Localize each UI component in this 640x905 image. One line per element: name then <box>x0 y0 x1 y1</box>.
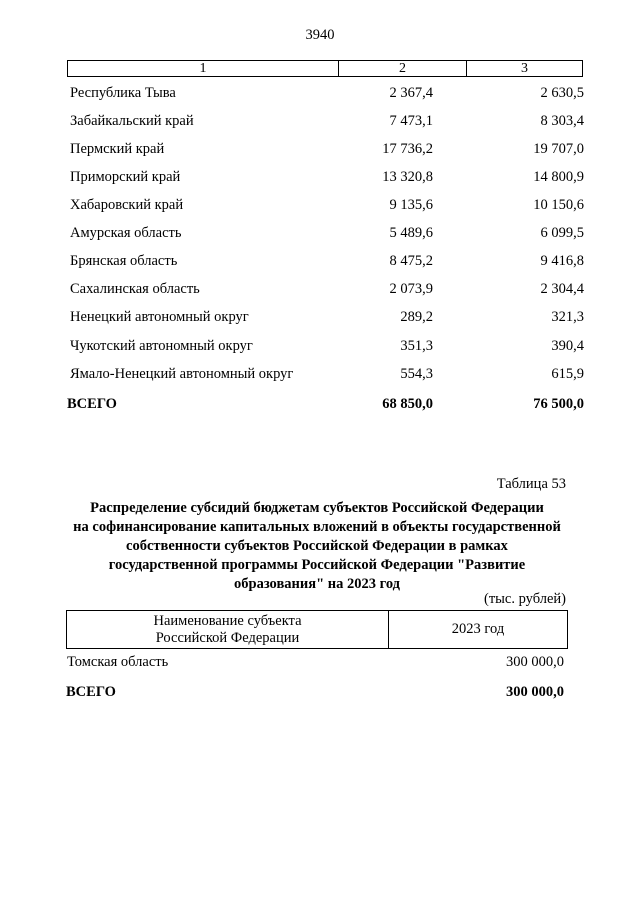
table-row <box>70 338 584 356</box>
region-name: Приморский край <box>70 169 181 185</box>
value-col2: 8 475,2 <box>389 253 433 269</box>
value-col3: 2 304,4 <box>540 281 584 297</box>
region-name: Сахалинская область <box>70 281 200 297</box>
table-row <box>70 85 584 103</box>
header-line: Наименование субъекта <box>153 613 302 629</box>
value-col2: 351,3 <box>400 338 433 354</box>
table-row <box>67 654 564 672</box>
region-name: Ямало-Ненецкий автономный округ <box>70 366 294 382</box>
value-col3: 8 303,4 <box>540 113 584 129</box>
table2-header-col2: 2023 год <box>451 621 505 637</box>
region-name: Забайкальский край <box>70 113 194 129</box>
value-col2: 289,2 <box>400 309 433 325</box>
title-line: Распределение субсидий бюджетам субъектов Российской Федерации <box>90 500 544 516</box>
table-row <box>70 366 584 384</box>
value-col2: 9 135,6 <box>389 197 433 213</box>
value-col2: 13 320,8 <box>382 169 433 185</box>
table-row <box>70 197 584 215</box>
value-col3: 390,4 <box>551 338 584 354</box>
table2-total-row <box>66 684 564 702</box>
value-col3: 321,3 <box>551 309 584 325</box>
table-row <box>70 169 584 187</box>
region-name: Чукотский автономный округ <box>70 338 253 354</box>
total-col3: 76 500,0 <box>533 396 584 412</box>
value-col2: 2 367,4 <box>389 85 433 101</box>
table1-header <box>67 60 583 77</box>
value-col3: 14 800,9 <box>533 169 584 185</box>
table-row <box>70 141 584 159</box>
title-line: собственности субъектов Российской Федерации в рамках <box>126 538 508 554</box>
value: 300 000,0 <box>506 654 564 670</box>
table-row <box>70 225 584 243</box>
value-col3: 19 707,0 <box>533 141 584 157</box>
total-label: ВСЕГО <box>67 396 117 412</box>
table1-header-col1: 1 <box>68 61 339 76</box>
table1-total-row <box>67 396 584 414</box>
value-col3: 9 416,8 <box>540 253 584 269</box>
table2-header-col1 <box>67 611 389 648</box>
value-col2: 2 073,9 <box>389 281 433 297</box>
region-name: Ненецкий автономный округ <box>70 309 249 325</box>
title-line: образования" на 2023 год <box>234 576 400 592</box>
region-name: Брянская область <box>70 253 178 269</box>
total-value: 300 000,0 <box>506 684 564 700</box>
value-col2: 5 489,6 <box>389 225 433 241</box>
table-title <box>66 499 568 594</box>
table-row <box>70 253 584 271</box>
table1-header-col2: 2 <box>339 61 467 76</box>
value-col3: 10 150,6 <box>533 197 584 213</box>
total-col2: 68 850,0 <box>382 396 433 412</box>
table1-header-col3: 3 <box>521 61 528 76</box>
title-line: на софинансирование капитальных вложений в объекты государственной <box>73 519 561 535</box>
value-col3: 615,9 <box>551 366 584 382</box>
value-col2: 554,3 <box>400 366 433 382</box>
value-col3: 2 630,5 <box>540 85 584 101</box>
table-row <box>70 309 584 327</box>
value-col2: 7 473,1 <box>389 113 433 129</box>
table2-header <box>66 610 568 649</box>
table-row <box>70 281 584 299</box>
region-name: Республика Тыва <box>70 85 176 101</box>
units-label: (тыс. рублей) <box>484 591 566 607</box>
region-name: Хабаровский край <box>70 197 184 213</box>
table-label: Таблица 53 <box>496 476 566 492</box>
region-name: Амурская область <box>70 225 182 241</box>
value-col2: 17 736,2 <box>382 141 433 157</box>
value-col3: 6 099,5 <box>540 225 584 241</box>
region-name: Пермский край <box>70 141 165 157</box>
table-row <box>70 113 584 131</box>
page-number: 3940 <box>305 27 335 43</box>
header-line: Российской Федерации <box>155 630 300 646</box>
total-label: ВСЕГО <box>66 684 116 700</box>
title-line: государственной программы Российской Федерации "Развитие <box>108 557 526 573</box>
region-name: Томская область <box>67 654 169 670</box>
